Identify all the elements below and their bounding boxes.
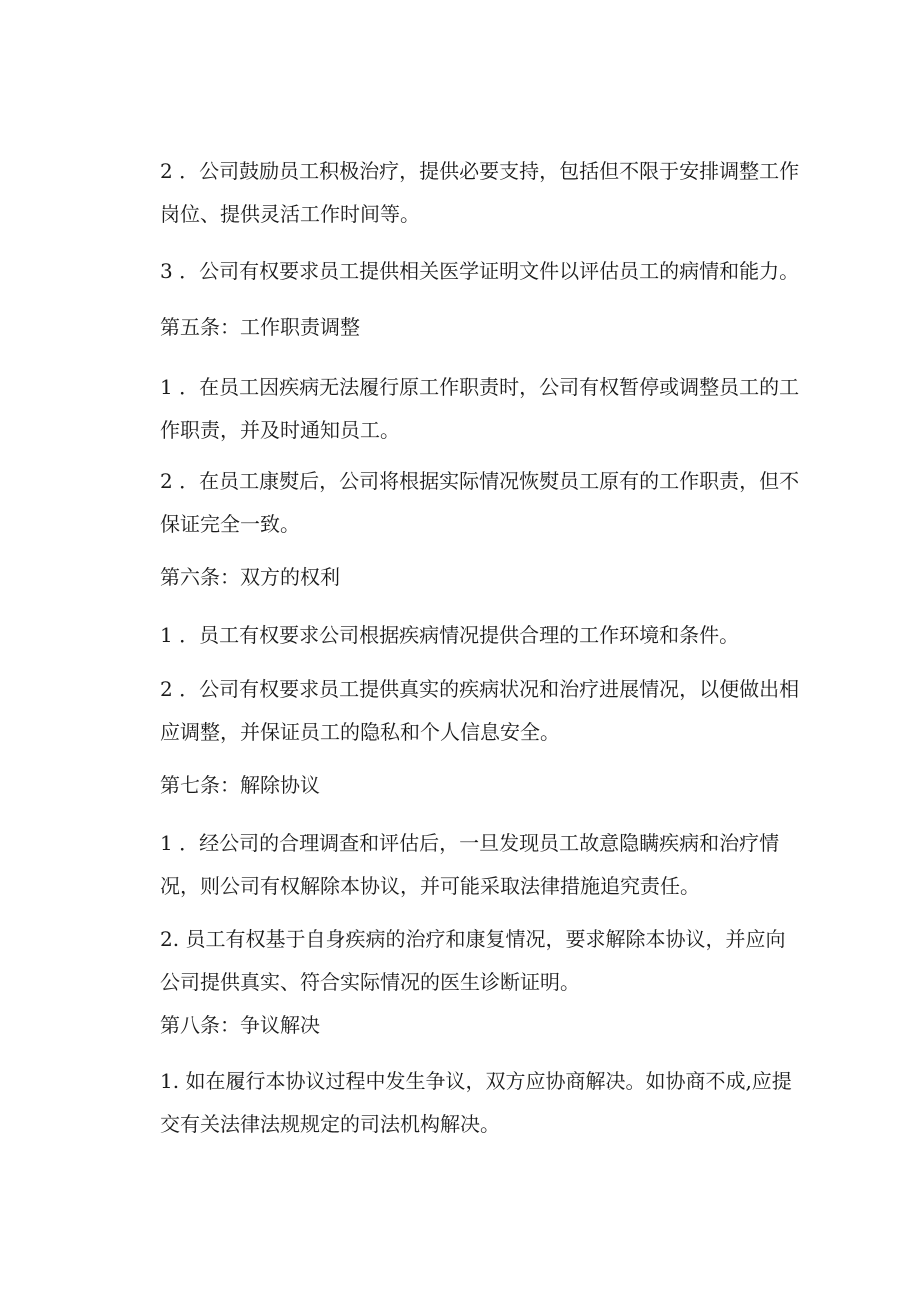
heading-article6: 第六条：双方的权利: [160, 565, 340, 589]
paragraph-article5-item1: 1 ．在员工因疾病无法履行原工作职责时，公司有权暂停或调整员工的工作职责，并及时通知员工。: [160, 375, 800, 442]
paragraph-article7-item2: 2. 员工有权基于自身疾病的治疗和康复情况，要求解除本协议，并应向公司提供真实、符合实际情况的医生诊断证明。: [160, 927, 786, 994]
heading-article8: 第八条：争议解决: [160, 1013, 320, 1037]
heading-article7: 第七条：解除协议: [160, 773, 320, 797]
paragraph-article6-item2: 2 ．公司有权要求员工提供真实的疾病状况和治疗进展情况，以便做出相应调整，并保证员工的隐私和个人信息安全。: [160, 677, 800, 744]
paragraph-article4-item3: 3 ．公司有权要求员工提供相关医学证明文件以评估员工的病情和能力。: [160, 259, 800, 283]
paragraph-article5-item2: 2 ．在员工康熨后，公司将根据实际情况恢熨员工原有的工作职责，但不保证完全一致。: [160, 469, 800, 536]
paragraph-article8-item1: 1. 如在履行本协议过程中发生争议，双方应协商解决。如协商不成,应提交有关法律法规规定的司法机构解决。: [160, 1069, 792, 1136]
paragraph-article6-item1: 1 ．员工有权要求公司根据疾病情况提供合理的工作环境和条件。: [160, 623, 740, 647]
heading-article5: 第五条：工作职责调整: [160, 315, 360, 339]
paragraph-article4-item2: 2 ．公司鼓励员工积极治疗，提供必要支持，包括但不限于安排调整工作岗位、提供灵活工作时间等。: [160, 159, 800, 226]
paragraph-article7-item1: 1 ．经公司的合理调查和评估后，一旦发现员工故意隐瞒疾病和治疗情况，则公司有权解除本协议，并可能采取法律措施追究责任。: [160, 831, 780, 898]
